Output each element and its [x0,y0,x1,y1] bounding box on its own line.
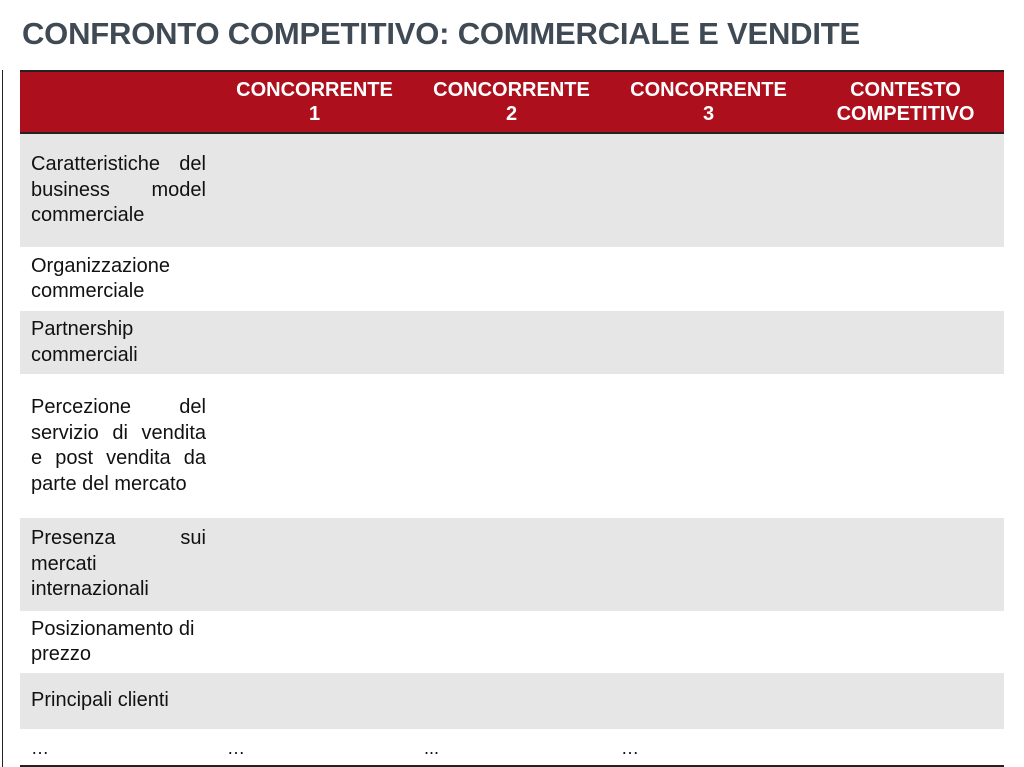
cell [413,673,610,729]
table-row [20,611,1004,673]
cell [413,133,610,247]
cell [413,611,610,673]
cell [610,611,807,673]
table-row [20,518,1004,611]
cell [413,374,610,518]
cell [216,247,413,311]
cell [807,374,1004,518]
row-label-posizionamento: Posizionamento di prezzo [20,611,216,673]
cell [807,133,1004,247]
row-label-presenza: Presenza sui mercati internazionali [20,518,216,611]
cell [807,247,1004,311]
ellipsis-cell: … [216,729,413,766]
cell [610,673,807,729]
cell [610,311,807,374]
cell [610,518,807,611]
ellipsis-cell: … [610,729,807,766]
header-competitive-context: CONTESTO COMPETITIVO [807,71,1004,133]
table-row [20,133,1004,247]
cell [216,518,413,611]
header-competitor-1: CONCORRENTE 1 [216,71,413,133]
left-rule [2,70,3,767]
cell [807,611,1004,673]
page-title: CONFRONTO COMPETITIVO: COMMERCIALE E VENDITE [22,16,860,51]
table-row [20,673,1004,729]
header-corner [20,71,216,133]
cell [807,673,1004,729]
table-row [20,247,1004,311]
cell [807,729,1004,766]
row-label-percezione: Percezione del servizio di vendita e post vendita da parte del mercato [20,374,216,518]
cell [216,374,413,518]
cell [216,673,413,729]
ellipsis-cell: ... [413,729,610,766]
header-competitor-3: CONCORRENTE 3 [610,71,807,133]
header-competitor-2: CONCORRENTE 2 [413,71,610,133]
cell [807,518,1004,611]
table-row [20,374,1004,518]
row-label-organizzazione: Organizzazione commerciale [20,247,216,311]
cell [413,518,610,611]
row-label-business-model: Caratteristiche del business model commerciale [20,133,216,247]
cell [216,611,413,673]
cell [610,133,807,247]
cell [807,311,1004,374]
cell [413,311,610,374]
row-label-partnership: Partnership commerciali [20,311,216,374]
comparison-table [20,70,1004,767]
table-row-ellipsis [20,729,1004,766]
ellipsis-cell: … [20,729,216,766]
cell [610,374,807,518]
cell [216,311,413,374]
cell [610,247,807,311]
header-row [20,71,1004,133]
row-label-clienti: Principali clienti [20,673,216,729]
table-row [20,311,1004,374]
cell [413,247,610,311]
cell [216,133,413,247]
